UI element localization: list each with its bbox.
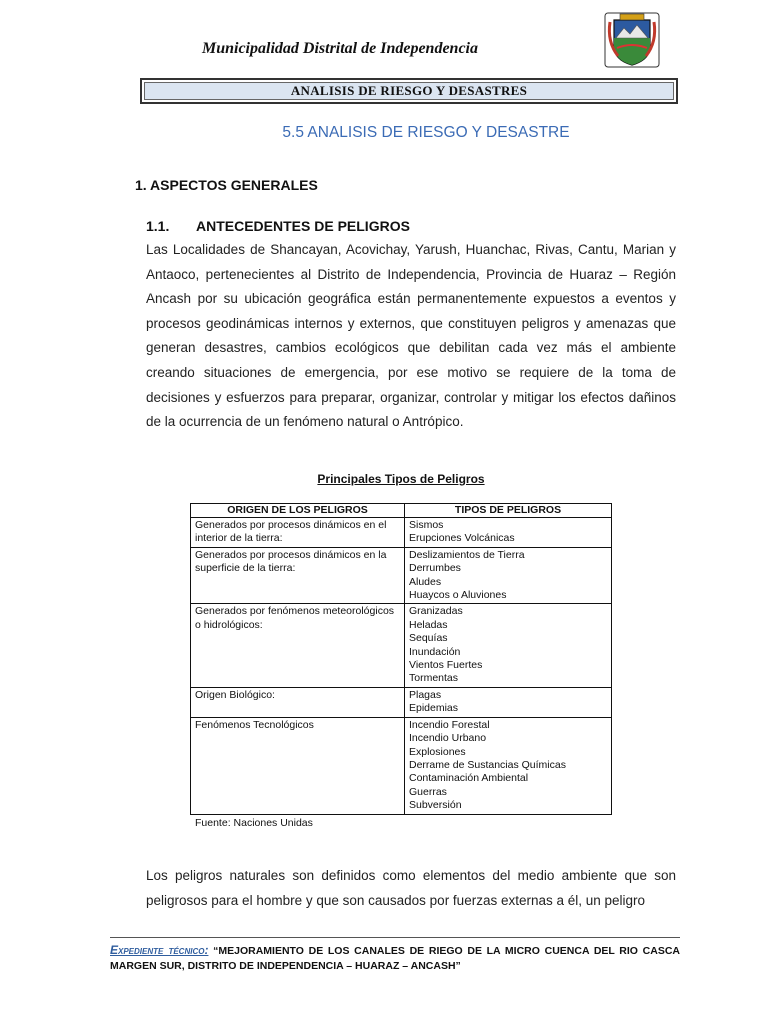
hazard-type: Epidemias xyxy=(409,702,459,715)
hazard-type: Derrumbes xyxy=(409,562,461,575)
municipal-seal-logo xyxy=(604,12,660,68)
hazard-origin-cell: Generados por fenómenos meteorológicos o hidrológicos: xyxy=(191,604,405,687)
table-row xyxy=(191,518,612,548)
heading-antecedentes xyxy=(146,218,410,234)
footer-divider xyxy=(110,937,680,938)
hazards-table xyxy=(190,503,612,815)
column-header-types: TIPOS DE PELIGROS xyxy=(405,504,612,518)
heading-number: 1.1. xyxy=(146,218,170,234)
hazard-origin-cell: Origen Biológico: xyxy=(191,687,405,717)
hazard-type: Tormentas xyxy=(409,672,459,685)
footer-lead: Expediente técnico: xyxy=(110,943,209,957)
hazard-type: Inundación xyxy=(409,645,461,658)
hazard-types-cell xyxy=(405,547,612,604)
hazard-type: Incendio Urbano xyxy=(409,732,487,745)
heading-text: ANTECEDENTES DE PELIGROS xyxy=(196,218,410,234)
table-row xyxy=(191,687,612,717)
municipality-title: Municipalidad Distrital de Independencia xyxy=(201,40,478,57)
hazard-type: Deslizamientos de Tierra xyxy=(409,548,525,561)
table-row xyxy=(191,604,612,687)
footer-project-title: “MEJORAMIENTO DE LOS CANALES DE RIEGO DE LA MICRO CUENCA DEL RIO CASCA MARGEN SUR, DISTRITO DE INDEPENDENCIA – HUARAZ – ANCASH” xyxy=(110,945,680,972)
table-row xyxy=(191,547,612,604)
footer-project xyxy=(110,943,680,974)
hazard-type: Explosiones xyxy=(409,745,466,758)
hazard-type: Contaminación Ambiental xyxy=(409,772,529,785)
hazard-origin-cell: Generados por procesos dinámicos en la superficie de la tierra: xyxy=(191,547,405,604)
paragraph-antecedentes: Las Localidades de Shancayan, Acovichay, Yarush, Huanchac, Rivas, Cantu, Marian y Antaoco, pertenecientes al Distrito de Independencia, Provincia de Huaraz – Región Ancash por su ubicación geográfica están permanentemente expuestos a eventos y procesos geodinámicas internos y externos, que constituyen peligros y amenazas que generan desastres, cambios ecológicos que debilitan cada vez más el ambiente creando situaciones de emergencia, por ese motivo se requiere de la toma de decisiones y esfuerzos para preparar, organizar, controlar y mitigar los efectos dañinos de la ocurrencia de un fenómeno natural o Antrópico. xyxy=(146,242,676,430)
document-banner xyxy=(140,78,678,104)
table-title: Principales Tipos de Peligros xyxy=(317,472,485,486)
table-row xyxy=(191,717,612,814)
hazard-type: Derrame de Sustancias Químicas xyxy=(409,758,566,771)
hazard-type: Guerras xyxy=(409,785,447,798)
hazard-type: Plagas xyxy=(409,688,442,701)
heading-aspectos-generales: 1. ASPECTOS GENERALES xyxy=(135,177,318,193)
hazard-types-cell xyxy=(405,717,612,814)
hazard-types-cell xyxy=(405,604,612,687)
column-header-origin: ORIGEN DE LOS PELIGROS xyxy=(191,504,405,518)
hazard-origin-cell: Fenómenos Tecnológicos xyxy=(191,717,405,814)
hazard-type: Incendio Forestal xyxy=(409,718,490,731)
hazard-origin-cell: Generados por procesos dinámicos en el interior de la tierra: xyxy=(191,518,405,548)
hazard-type: Huaycos o Aluviones xyxy=(409,589,507,602)
hazard-type: Vientos Fuertes xyxy=(409,659,483,672)
hazard-type: Aludes xyxy=(409,575,442,588)
paragraph-peligros-naturales: Los peligros naturales son definidos como elementos del medio ambiente que son peligrosos para el hombre y que son causados por fuerzas externas a él, un peligro xyxy=(146,868,676,908)
section-heading: 5.5 ANALISIS DE RIESGO Y DESASTRE xyxy=(282,124,570,141)
hazard-type: Heladas xyxy=(409,618,448,631)
table-header-row xyxy=(191,504,612,518)
banner-title: ANALISIS DE RIESGO Y DESASTRES xyxy=(290,83,528,98)
hazard-type: Sismos xyxy=(409,519,444,531)
hazard-type: Granizadas xyxy=(409,605,463,618)
hazard-type: Sequías xyxy=(409,632,448,645)
hazard-types-cell xyxy=(405,687,612,717)
table-source: Fuente: Naciones Unidas xyxy=(195,817,313,829)
hazard-type: Erupciones Volcánicas xyxy=(409,532,515,545)
hazard-types-cell xyxy=(405,518,612,548)
hazard-type: Subversión xyxy=(409,799,462,812)
